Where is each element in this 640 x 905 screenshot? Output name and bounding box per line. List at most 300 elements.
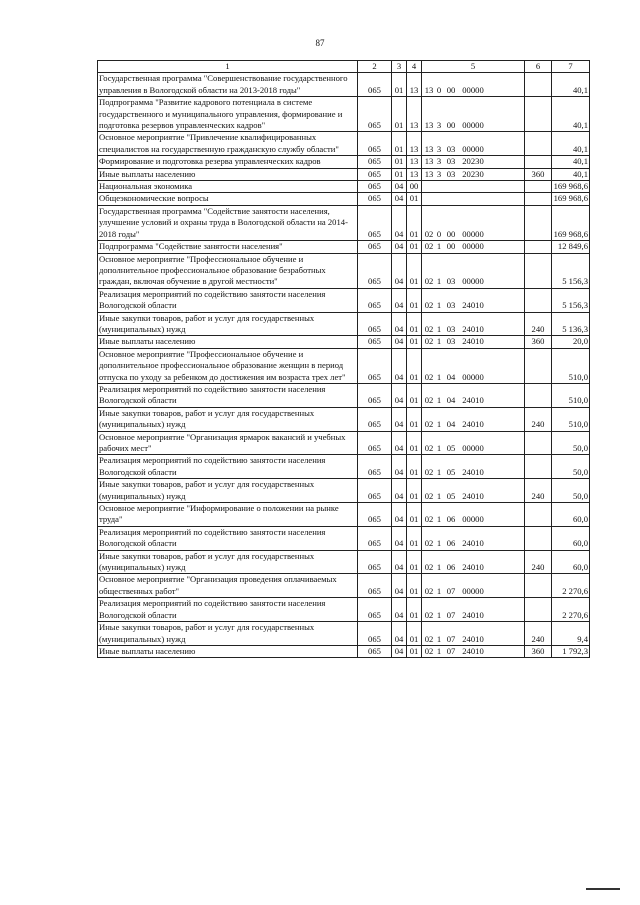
target-article-part: 1 (436, 466, 442, 477)
target-article-part: 06 (446, 562, 456, 573)
target-article-part: 03 (446, 323, 456, 334)
target-article-part: 13 (424, 168, 434, 179)
row-subsection: 01 (407, 503, 422, 527)
target-article-part: 24010 (462, 466, 484, 477)
row-target-article (422, 622, 525, 646)
target-article-part: 13 (424, 143, 434, 154)
row-section: 01 (392, 73, 407, 97)
row-subsection: 01 (407, 348, 422, 383)
target-article-part: 02 (424, 514, 434, 525)
target-article-part: 00 (446, 84, 456, 95)
row-sum: 60,0 (552, 550, 590, 574)
row-sum: 40,1 (552, 168, 590, 180)
row-section: 04 (392, 598, 407, 622)
row-target-article (422, 193, 525, 205)
target-article-part: 24010 (462, 336, 484, 347)
page-number: 87 (315, 38, 325, 48)
target-article-part: 1 (436, 633, 442, 644)
row-expense-type: 240 (525, 312, 552, 336)
target-article-part: 02 (424, 323, 434, 334)
row-target-article (422, 550, 525, 574)
row-sum: 60,0 (552, 503, 590, 527)
row-grbs: 065 (358, 336, 392, 348)
row-sum: 5 156,3 (552, 288, 590, 312)
row-sum: 5 136,3 (552, 312, 590, 336)
row-sum: 50,0 (552, 431, 590, 455)
row-sum: 40,1 (552, 73, 590, 97)
target-article-part: 0 (436, 228, 442, 239)
table-row (98, 336, 590, 348)
target-article-part: 1 (436, 538, 442, 549)
row-sum: 169 968,6 (552, 193, 590, 205)
target-article-part: 04 (446, 419, 456, 430)
target-article-part: 24010 (462, 300, 484, 311)
row-name: Иные закупки товаров, работ и услуг для государственных (муниципальных) нужд (98, 622, 358, 646)
target-article-part: 02 (424, 395, 434, 406)
target-article-part: 02 (424, 490, 434, 501)
row-section: 04 (392, 241, 407, 253)
row-name: Государственная программа "Совершенствование государственного управления в Вологодской области на 2013-2018 годы" (98, 73, 358, 97)
row-subsection: 01 (407, 336, 422, 348)
row-grbs: 065 (358, 193, 392, 205)
row-subsection: 13 (407, 97, 422, 132)
row-section: 01 (392, 168, 407, 180)
row-expense-type: 360 (525, 645, 552, 657)
row-grbs: 065 (358, 156, 392, 168)
row-subsection: 01 (407, 241, 422, 253)
row-section: 04 (392, 645, 407, 657)
target-article-part: 02 (424, 336, 434, 347)
target-article-part: 00000 (462, 585, 484, 596)
row-name: Основное мероприятие "Профессиональное обучение и дополнительное профессиональное образование безработных граждан, включая обучение в другой местности" (98, 253, 358, 288)
target-article-part: 03 (446, 300, 456, 311)
target-article-part: 20230 (462, 156, 484, 167)
row-expense-type (525, 156, 552, 168)
row-name: Общеэкономические вопросы (98, 193, 358, 205)
table-row (98, 526, 590, 550)
target-article-part: 00000 (462, 241, 484, 252)
target-article-part: 04 (446, 371, 456, 382)
row-expense-type (525, 241, 552, 253)
row-section: 04 (392, 205, 407, 240)
row-expense-type (525, 383, 552, 407)
target-article-part: 07 (446, 609, 456, 620)
row-expense-type: 360 (525, 168, 552, 180)
table-row (98, 193, 590, 205)
row-grbs: 065 (358, 241, 392, 253)
row-expense-type (525, 503, 552, 527)
table-row (98, 288, 590, 312)
row-section: 04 (392, 312, 407, 336)
row-sum: 510,0 (552, 407, 590, 431)
row-target-article (422, 288, 525, 312)
row-sum: 2 270,6 (552, 574, 590, 598)
target-article-part: 1 (436, 419, 442, 430)
target-article-part: 02 (424, 609, 434, 620)
target-article-part: 00000 (462, 276, 484, 287)
row-grbs: 065 (358, 97, 392, 132)
header-col-6: 6 (525, 61, 552, 73)
target-article-part: 1 (436, 490, 442, 501)
table-row (98, 431, 590, 455)
row-target-article (422, 205, 525, 240)
target-article-part: 24010 (462, 490, 484, 501)
target-article-part: 02 (424, 300, 434, 311)
row-name: Основное мероприятие "Профессиональное обучение и дополнительное профессиональное образование женщин в период отпуска по уходу за ребенком до достижения им возраста трех лет" (98, 348, 358, 383)
row-subsection: 01 (407, 622, 422, 646)
row-subsection: 01 (407, 598, 422, 622)
target-article-part: 02 (424, 538, 434, 549)
row-expense-type (525, 288, 552, 312)
row-expense-type: 240 (525, 550, 552, 574)
target-article-part: 3 (436, 156, 442, 167)
row-name: Реализация мероприятий по содействию занятости населения Вологодской области (98, 288, 358, 312)
row-target-article (422, 73, 525, 97)
target-article-part: 02 (424, 228, 434, 239)
row-name: Иные закупки товаров, работ и услуг для государственных (муниципальных) нужд (98, 407, 358, 431)
row-target-article (422, 431, 525, 455)
row-target-article (422, 253, 525, 288)
row-sum: 2 270,6 (552, 598, 590, 622)
budget-table (97, 60, 590, 658)
table-row (98, 241, 590, 253)
row-target-article (422, 348, 525, 383)
target-article-part: 3 (436, 168, 442, 179)
row-expense-type (525, 132, 552, 156)
target-article-part: 03 (446, 276, 456, 287)
row-grbs: 065 (358, 288, 392, 312)
target-article-part: 24010 (462, 419, 484, 430)
row-target-article (422, 526, 525, 550)
row-name: Реализация мероприятий по содействию занятости населения Вологодской области (98, 598, 358, 622)
target-article-part: 24010 (462, 562, 484, 573)
target-article-part: 00 (446, 228, 456, 239)
target-article-part: 00000 (462, 228, 484, 239)
row-section: 04 (392, 193, 407, 205)
row-sum: 20,0 (552, 336, 590, 348)
row-sum: 40,1 (552, 97, 590, 132)
table-row (98, 97, 590, 132)
row-name: Государственная программа "Содействие занятости населения, улучшение условий и охраны труда в Вологодской области на 2014-2018 годы" (98, 205, 358, 240)
row-sum: 5 156,3 (552, 253, 590, 288)
row-name: Иные закупки товаров, работ и услуг для государственных (муниципальных) нужд (98, 479, 358, 503)
row-sum: 50,0 (552, 455, 590, 479)
target-article-part: 00 (446, 120, 456, 131)
row-subsection: 01 (407, 288, 422, 312)
row-name: Реализация мероприятий по содействию занятости населения Вологодской области (98, 383, 358, 407)
row-expense-type (525, 574, 552, 598)
row-sum: 12 849,6 (552, 241, 590, 253)
row-target-article (422, 241, 525, 253)
target-article-part: 06 (446, 514, 456, 525)
row-target-article (422, 132, 525, 156)
row-section: 04 (392, 574, 407, 598)
row-name: Основное мероприятие "Информирование о положении на рынке труда" (98, 503, 358, 527)
table-row (98, 503, 590, 527)
table-row (98, 622, 590, 646)
target-article-part: 24010 (462, 323, 484, 334)
row-grbs: 065 (358, 181, 392, 193)
row-grbs: 065 (358, 645, 392, 657)
table-row (98, 132, 590, 156)
row-subsection: 00 (407, 181, 422, 193)
row-subsection: 01 (407, 479, 422, 503)
table-row (98, 253, 590, 288)
target-article-part: 00000 (462, 371, 484, 382)
row-section: 04 (392, 455, 407, 479)
target-article-part: 1 (436, 336, 442, 347)
target-article-part: 07 (446, 645, 456, 656)
target-article-part: 00000 (462, 514, 484, 525)
target-article-part: 13 (424, 84, 434, 95)
row-section: 04 (392, 550, 407, 574)
row-sum: 510,0 (552, 348, 590, 383)
row-target-article (422, 97, 525, 132)
target-article-part: 1 (436, 609, 442, 620)
table-row (98, 73, 590, 97)
row-subsection: 01 (407, 455, 422, 479)
header-col-5: 5 (422, 61, 525, 73)
target-article-part: 03 (446, 156, 456, 167)
row-name: Реализация мероприятий по содействию занятости населения Вологодской области (98, 455, 358, 479)
table-row (98, 645, 590, 657)
row-grbs: 065 (358, 431, 392, 455)
row-subsection: 01 (407, 526, 422, 550)
target-article-part: 02 (424, 645, 434, 656)
row-section: 04 (392, 336, 407, 348)
target-article-part: 02 (424, 443, 434, 453)
target-article-part: 02 (424, 466, 434, 477)
row-section: 04 (392, 288, 407, 312)
target-article-part: 00 (446, 241, 456, 252)
row-expense-type (525, 181, 552, 193)
row-target-article (422, 168, 525, 180)
row-target-article (422, 503, 525, 527)
target-article-part: 02 (424, 276, 434, 287)
row-grbs: 065 (358, 526, 392, 550)
table-row (98, 407, 590, 431)
target-article-part: 24010 (462, 538, 484, 549)
row-name: Формирование и подготовка резерва управленческих кадров (98, 156, 358, 168)
row-grbs: 065 (358, 73, 392, 97)
row-grbs: 065 (358, 312, 392, 336)
target-article-part: 03 (446, 336, 456, 347)
row-grbs: 065 (358, 253, 392, 288)
table-row (98, 205, 590, 240)
row-grbs: 065 (358, 348, 392, 383)
row-section: 04 (392, 526, 407, 550)
row-name: Подпрограмма "Развитие кадрового потенциала в системе государственного и муниципального управления, формирование и подготовка резервов управленческих кадров" (98, 97, 358, 132)
row-grbs: 065 (358, 622, 392, 646)
row-target-article (422, 479, 525, 503)
target-article-part: 02 (424, 562, 434, 573)
row-subsection: 01 (407, 574, 422, 598)
row-subsection: 01 (407, 193, 422, 205)
table-row (98, 181, 590, 193)
target-article-part: 1 (436, 323, 442, 334)
row-target-article (422, 383, 525, 407)
row-expense-type (525, 431, 552, 455)
row-sum: 40,1 (552, 132, 590, 156)
target-article-part: 3 (436, 143, 442, 154)
target-article-part: 24010 (462, 609, 484, 620)
table-row (98, 598, 590, 622)
target-article-part: 00000 (462, 120, 484, 131)
row-grbs: 065 (358, 550, 392, 574)
target-article-part: 07 (446, 585, 456, 596)
row-subsection: 01 (407, 431, 422, 455)
target-article-part: 24010 (462, 645, 484, 656)
target-article-part: 1 (436, 443, 442, 453)
table-row (98, 168, 590, 180)
row-expense-type (525, 97, 552, 132)
row-sum: 50,0 (552, 479, 590, 503)
target-article-part: 1 (436, 300, 442, 311)
target-article-part: 3 (436, 120, 442, 131)
target-article-part: 1 (436, 514, 442, 525)
row-target-article (422, 455, 525, 479)
target-article-part: 02 (424, 241, 434, 252)
target-article-part: 1 (436, 645, 442, 656)
row-expense-type: 240 (525, 622, 552, 646)
row-name: Национальная экономика (98, 181, 358, 193)
row-section: 01 (392, 156, 407, 168)
row-section: 01 (392, 132, 407, 156)
target-article-part: 1 (436, 371, 442, 382)
row-name: Подпрограмма "Содействие занятости населения" (98, 241, 358, 253)
row-section: 04 (392, 383, 407, 407)
row-expense-type (525, 193, 552, 205)
table-row (98, 479, 590, 503)
row-subsection: 01 (407, 383, 422, 407)
row-sum: 9,4 (552, 622, 590, 646)
row-section: 04 (392, 348, 407, 383)
row-name: Иные закупки товаров, работ и услуг для государственных (муниципальных) нужд (98, 550, 358, 574)
table-row (98, 348, 590, 383)
row-sum: 169 968,6 (552, 205, 590, 240)
target-article-part: 05 (446, 443, 456, 453)
header-col-1: 1 (98, 61, 358, 73)
target-article-part: 1 (436, 241, 442, 252)
table-row (98, 156, 590, 168)
row-grbs: 065 (358, 205, 392, 240)
target-article-part: 13 (424, 120, 434, 131)
row-subsection: 13 (407, 168, 422, 180)
row-sum: 60,0 (552, 526, 590, 550)
row-expense-type: 360 (525, 336, 552, 348)
row-name: Иные выплаты населению (98, 645, 358, 657)
target-article-part: 00000 (462, 443, 484, 453)
header-col-4: 4 (407, 61, 422, 73)
header-col-7: 7 (552, 61, 590, 73)
row-target-article (422, 181, 525, 193)
row-grbs: 065 (358, 132, 392, 156)
row-target-article (422, 312, 525, 336)
table-row (98, 574, 590, 598)
row-expense-type (525, 73, 552, 97)
row-subsection: 01 (407, 253, 422, 288)
row-name: Основное мероприятие "Организация проведения оплачиваемых общественных работ" (98, 574, 358, 598)
target-article-part: 0 (436, 84, 442, 95)
row-subsection: 01 (407, 205, 422, 240)
header-col-3: 3 (392, 61, 407, 73)
row-expense-type (525, 253, 552, 288)
row-subsection: 01 (407, 312, 422, 336)
target-article-part: 1 (436, 395, 442, 406)
target-article-part: 06 (446, 538, 456, 549)
row-target-article (422, 156, 525, 168)
row-section: 04 (392, 479, 407, 503)
row-grbs: 065 (358, 168, 392, 180)
target-article-part: 13 (424, 156, 434, 167)
target-article-part: 24010 (462, 633, 484, 644)
row-sum: 510,0 (552, 383, 590, 407)
row-expense-type (525, 205, 552, 240)
row-grbs: 065 (358, 383, 392, 407)
row-expense-type (525, 526, 552, 550)
table-row (98, 455, 590, 479)
row-name: Иные закупки товаров, работ и услуг для государственных (муниципальных) нужд (98, 312, 358, 336)
table-row (98, 312, 590, 336)
table-header-row (98, 61, 590, 73)
footer-mark (586, 888, 620, 890)
target-article-part: 02 (424, 371, 434, 382)
row-subsection: 01 (407, 407, 422, 431)
row-name: Реализация мероприятий по содействию занятости населения Вологодской области (98, 526, 358, 550)
row-sum: 1 792,3 (552, 645, 590, 657)
target-article-part: 04 (446, 395, 456, 406)
row-section: 04 (392, 431, 407, 455)
row-subsection: 13 (407, 156, 422, 168)
row-grbs: 065 (358, 407, 392, 431)
row-expense-type (525, 455, 552, 479)
target-article-part: 1 (436, 562, 442, 573)
target-article-part: 07 (446, 633, 456, 644)
row-grbs: 065 (358, 503, 392, 527)
row-target-article (422, 598, 525, 622)
target-article-part: 1 (436, 276, 442, 287)
row-expense-type: 240 (525, 407, 552, 431)
row-name: Иные выплаты населению (98, 336, 358, 348)
row-section: 04 (392, 407, 407, 431)
row-grbs: 065 (358, 574, 392, 598)
row-name: Основное мероприятие "Организация ярмарок вакансий и учебных рабочих мест" (98, 431, 358, 455)
row-sum: 40,1 (552, 156, 590, 168)
row-grbs: 065 (358, 479, 392, 503)
target-article-part: 24010 (462, 395, 484, 406)
target-article-part: 05 (446, 466, 456, 477)
row-section: 04 (392, 181, 407, 193)
header-col-2: 2 (358, 61, 392, 73)
row-section: 04 (392, 622, 407, 646)
row-grbs: 065 (358, 598, 392, 622)
row-grbs: 065 (358, 455, 392, 479)
target-article-part: 1 (436, 585, 442, 596)
target-article-part: 02 (424, 585, 434, 596)
row-target-article (422, 336, 525, 348)
row-subsection: 01 (407, 550, 422, 574)
target-article-part: 05 (446, 490, 456, 501)
row-section: 01 (392, 97, 407, 132)
row-section: 04 (392, 253, 407, 288)
table-row (98, 550, 590, 574)
target-article-part: 02 (424, 419, 434, 430)
row-subsection: 01 (407, 645, 422, 657)
target-article-part: 02 (424, 633, 434, 644)
target-article-part: 03 (446, 168, 456, 179)
target-article-part: 03 (446, 143, 456, 154)
row-expense-type (525, 348, 552, 383)
